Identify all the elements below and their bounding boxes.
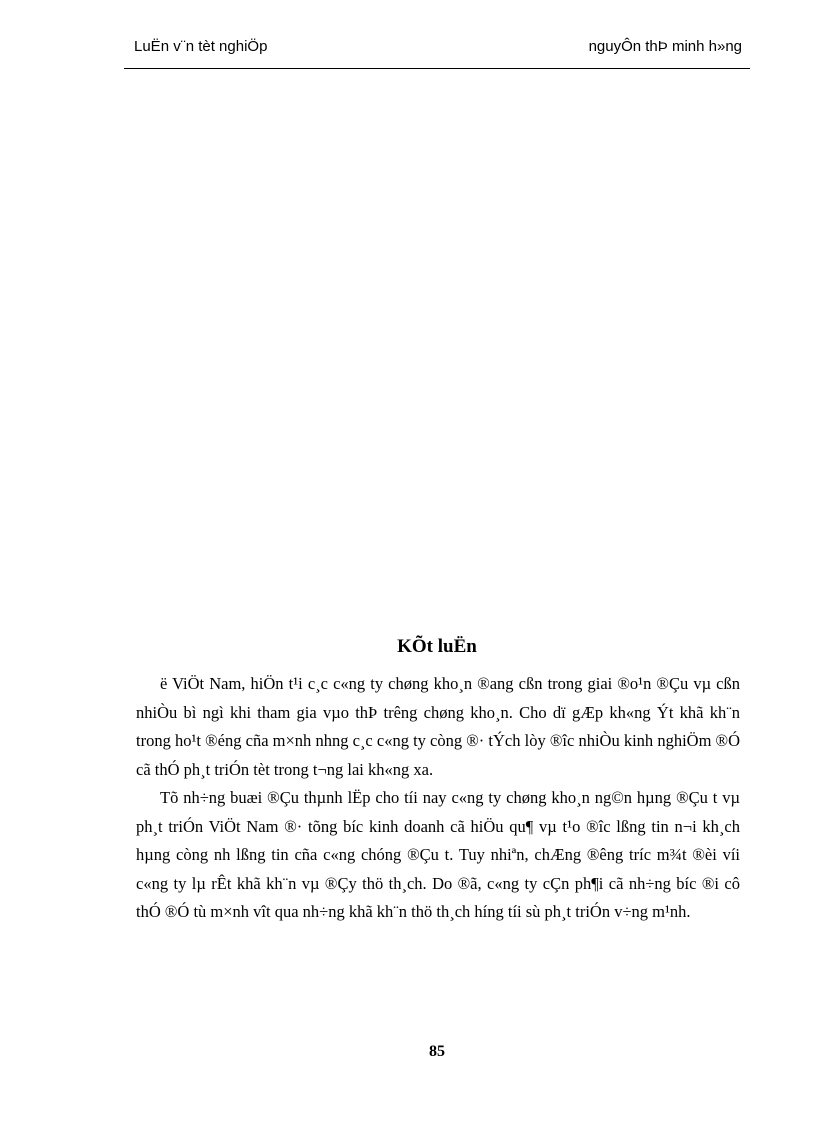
paragraph-2: Tõ nh÷ng buæi ®Çu thµnh lËp cho tíi nay c«ng ty chøng kho¸n ng©n hµng ®Çu t vµ ph¸t triÓn ViÖt Nam ®· tõng bíc kinh doanh cã hiÖu qu¶ vµ t¹o ®îc lßng tin n¬i kh¸ch hµng còng nh lßng tin cña c«ng chóng ®Çu t. Tuy nhiªn, chÆng ®êng tríc m¾t ®èi víi c«ng ty lµ rÊt khã kh¨n vµ ®Çy thö th¸ch. Do ®ã, c«ng ty cÇn ph¶i cã nh÷ng bíc ®i cô thÓ ®Ó tù m×nh vît qua nh÷ng khã kh¨n thö th¸ch híng tíi sù ph¸t triÓn v÷ng m¹nh. — [136, 788, 740, 921]
header-divider — [124, 68, 750, 69]
body-text — [136, 670, 740, 927]
paragraph-1: ë ViÖt Nam, hiÖn t¹i c¸c c«ng ty chøng kho¸n ®ang cßn trong giai ®o¹n ®Çu vµ cßn nhiÒu bì ngì khi tham gia vµo thÞ trêng chøng kho¸n. Cho dï gÆp kh«ng Ýt khã kh¨n trong ho¹t ®éng cña m×nh nhng c¸c c«ng ty còng ®· tÝch lòy ®îc nhiÒu kinh nghiÖm ®Ó cã thÓ ph¸t triÓn tèt trong t¬ng lai kh«ng xa. — [136, 674, 740, 779]
page-number: 85 — [429, 1043, 445, 1060]
section-title: KÕt luËn — [397, 636, 477, 657]
header-author-name: nguyÔn thÞ minh h»ng — [588, 38, 742, 55]
header-thesis-label: LuËn v¨n tèt nghiÖp — [134, 38, 268, 55]
page-header — [128, 38, 748, 62]
